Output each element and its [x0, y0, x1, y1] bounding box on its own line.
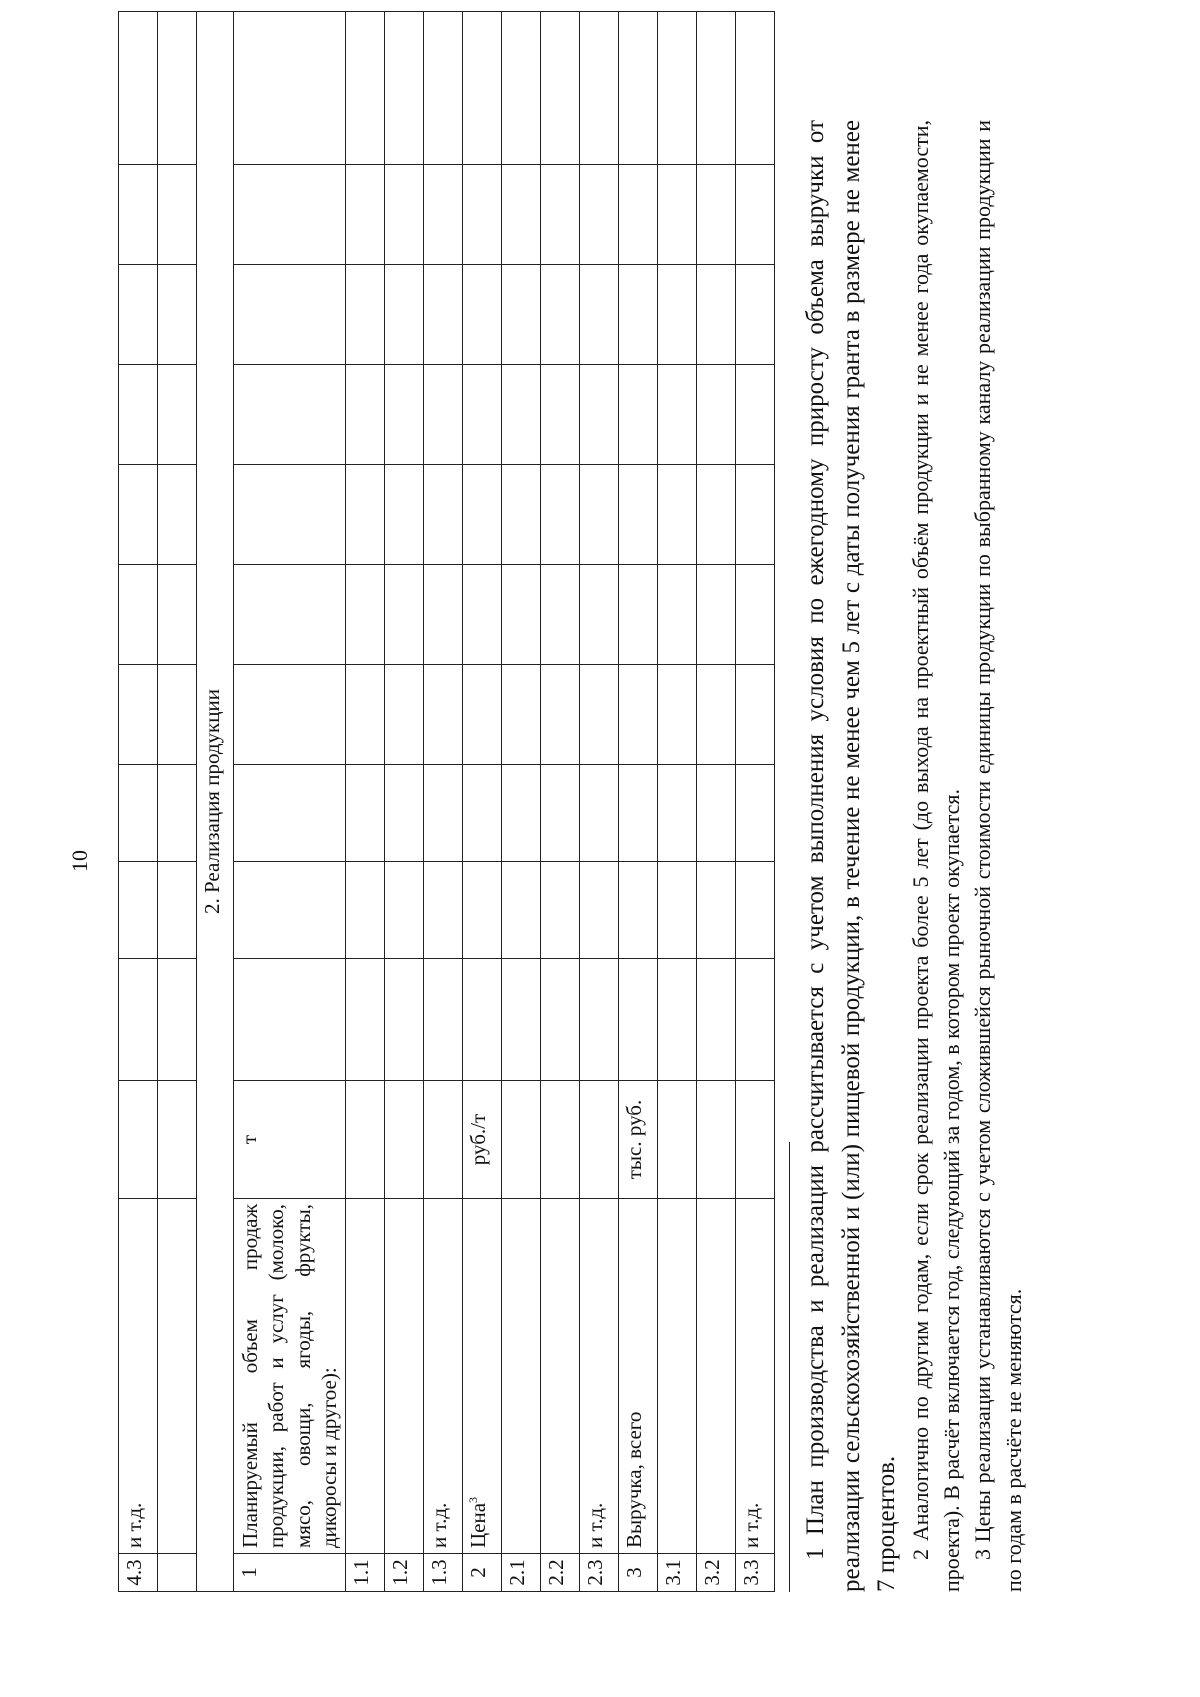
empty-cell	[541, 862, 580, 959]
row-number: 2.3	[580, 1554, 619, 1592]
empty-cell	[697, 165, 736, 265]
empty-cell	[158, 959, 197, 1081]
empty-cell	[541, 465, 580, 565]
empty-cell	[346, 665, 385, 765]
row-name	[736, 1199, 775, 1554]
row-name	[385, 1199, 424, 1554]
empty-cell	[234, 765, 346, 862]
empty-cell	[463, 165, 502, 265]
empty-cell	[736, 265, 775, 365]
empty-cell	[158, 765, 197, 862]
empty-cell	[424, 665, 463, 765]
row-name	[658, 1199, 697, 1554]
landscape-sheet	[118, 112, 1068, 1592]
empty-cell	[619, 365, 658, 465]
production-plan-table	[118, 11, 775, 1592]
empty-cell	[736, 165, 775, 265]
row-name	[580, 1199, 619, 1554]
table-row	[736, 12, 775, 1592]
footnotes	[798, 112, 1029, 1592]
empty-cell	[658, 165, 697, 265]
row-name: и т.д.	[119, 1199, 158, 1554]
row-number: 2	[463, 1554, 502, 1592]
empty-cell	[158, 565, 197, 665]
row-unit	[424, 1081, 463, 1199]
empty-cell	[234, 959, 346, 1081]
row-name	[697, 1199, 736, 1554]
empty-cell	[580, 765, 619, 862]
footnote-3: 3 Цены реализации устанавливаются с учетом сложившейся рыночной стоимости единицы продукции по выбранному каналу реализации продукции и по годам в расчёте не меняются.	[969, 120, 1027, 1592]
row-name	[502, 1199, 541, 1554]
footnote-2: 2 Аналогично по другим годам, если срок реализации проекта более 5 лет (до выхода на проектный объём продукции и не менее года окупаемости, проекта). В расчёт включается год, следующий за годом, в котором проект окупается.	[907, 120, 964, 1592]
empty-cell	[158, 862, 197, 959]
empty-cell	[580, 465, 619, 565]
empty-cell	[158, 465, 197, 565]
empty-cell	[346, 959, 385, 1081]
empty-cell	[658, 665, 697, 765]
empty-cell	[234, 565, 346, 665]
empty-cell	[658, 959, 697, 1081]
empty-cell	[541, 12, 580, 165]
empty-cell	[580, 265, 619, 365]
table-row	[502, 12, 541, 1592]
empty-cell	[697, 665, 736, 765]
empty-cell	[119, 465, 158, 565]
empty-cell	[502, 365, 541, 465]
row-number	[158, 1554, 197, 1592]
empty-cell	[619, 862, 658, 959]
empty-cell	[697, 765, 736, 862]
empty-cell	[346, 165, 385, 265]
empty-cell	[346, 265, 385, 365]
empty-cell	[619, 565, 658, 665]
empty-cell	[580, 165, 619, 265]
row-unit	[541, 1081, 580, 1199]
empty-cell	[541, 165, 580, 265]
table-body	[119, 12, 775, 1592]
row-number: 2.1	[502, 1554, 541, 1592]
table-row	[697, 12, 736, 1592]
empty-cell	[234, 862, 346, 959]
empty-cell	[158, 165, 197, 265]
table-row	[346, 12, 385, 1592]
empty-cell	[234, 265, 346, 365]
empty-cell	[619, 765, 658, 862]
empty-cell	[658, 565, 697, 665]
empty-cell	[580, 565, 619, 665]
empty-cell	[119, 1081, 158, 1199]
empty-cell	[385, 765, 424, 862]
empty-cell	[119, 565, 158, 665]
row-number: 3.2	[697, 1554, 736, 1592]
empty-cell	[619, 165, 658, 265]
row-number: 1.3	[424, 1554, 463, 1592]
empty-cell	[541, 265, 580, 365]
empty-cell	[385, 565, 424, 665]
row-number: 3.3	[736, 1554, 775, 1592]
empty-cell	[580, 959, 619, 1081]
empty-cell	[385, 365, 424, 465]
empty-cell	[697, 565, 736, 665]
row-name	[541, 1199, 580, 1554]
row-name	[158, 1199, 197, 1554]
empty-cell	[385, 265, 424, 365]
empty-cell	[541, 665, 580, 765]
empty-cell	[463, 265, 502, 365]
empty-cell	[580, 12, 619, 165]
table-row	[463, 12, 502, 1592]
empty-cell	[346, 12, 385, 165]
empty-cell	[697, 265, 736, 365]
row-unit	[658, 1081, 697, 1199]
empty-cell	[580, 365, 619, 465]
row-number: 2.2	[541, 1554, 580, 1592]
empty-cell	[736, 565, 775, 665]
empty-cell	[619, 959, 658, 1081]
page-number: 10	[67, 850, 92, 872]
empty-cell	[158, 12, 197, 165]
footnote-ref: 3	[466, 1496, 480, 1503]
row-number: 3	[619, 1554, 658, 1592]
empty-cell	[234, 165, 346, 265]
empty-cell	[119, 365, 158, 465]
empty-cell	[119, 165, 158, 265]
empty-cell	[158, 665, 197, 765]
empty-cell	[502, 265, 541, 365]
table-row	[424, 12, 463, 1592]
row-number: 3.1	[658, 1554, 697, 1592]
empty-cell	[463, 565, 502, 665]
table-row	[619, 12, 658, 1592]
footnote-separator	[789, 1142, 790, 1592]
empty-cell	[234, 665, 346, 765]
empty-cell	[346, 565, 385, 665]
empty-cell	[619, 12, 658, 165]
empty-cell	[424, 862, 463, 959]
table-row	[158, 12, 197, 1592]
empty-cell	[541, 365, 580, 465]
row-name-text: Выручка, всего	[622, 1411, 646, 1548]
empty-cell	[736, 12, 775, 165]
row-name	[234, 1199, 346, 1554]
empty-cell	[502, 465, 541, 565]
row-name-text: и т.д.	[739, 1502, 763, 1548]
empty-cell	[424, 365, 463, 465]
empty-cell	[658, 12, 697, 165]
empty-cell	[119, 765, 158, 862]
empty-cell	[385, 665, 424, 765]
row-name-text: Цена	[466, 1502, 490, 1548]
empty-cell	[119, 665, 158, 765]
empty-cell	[502, 565, 541, 665]
empty-cell	[385, 862, 424, 959]
row-name	[463, 1199, 502, 1554]
row-number: 1.1	[346, 1554, 385, 1592]
empty-cell	[502, 765, 541, 862]
empty-cell	[424, 165, 463, 265]
table-row	[658, 12, 697, 1592]
empty-cell	[658, 465, 697, 565]
row-unit	[385, 1081, 424, 1199]
empty-cell	[541, 765, 580, 862]
empty-cell	[463, 765, 502, 862]
table-row	[385, 12, 424, 1592]
empty-cell	[158, 1081, 197, 1199]
row-name-text: Планируемый объем продаж продукции, работ и услуг (молоко, мясо, овощи, ягоды, фрукты, дикоросы и другое):	[238, 1204, 341, 1548]
empty-cell	[234, 465, 346, 565]
empty-cell	[385, 465, 424, 565]
empty-cell	[424, 12, 463, 165]
empty-cell	[119, 12, 158, 165]
footnote-1: 1 План производства и реализации рассчитывается с учетом выполнения условия по ежегодному приросту объема выручки от реализации сельскохозяйственной и (или) пищевой продукции, в течение не менее чем 5 лет с даты получения гранта в размере не менее 7 процентов.	[802, 120, 900, 1592]
empty-cell	[697, 12, 736, 165]
empty-cell	[463, 12, 502, 165]
empty-cell	[463, 862, 502, 959]
empty-cell	[119, 959, 158, 1081]
empty-cell	[541, 959, 580, 1081]
empty-cell	[619, 265, 658, 365]
empty-cell	[736, 959, 775, 1081]
table-row	[234, 12, 346, 1592]
empty-cell	[736, 465, 775, 565]
row-number: 1.2	[385, 1554, 424, 1592]
empty-cell	[346, 862, 385, 959]
row-name-text: и т.д.	[427, 1502, 451, 1548]
table-row	[119, 12, 158, 1592]
empty-cell	[346, 765, 385, 862]
empty-cell	[424, 565, 463, 665]
row-number: 1	[234, 1554, 346, 1592]
row-unit: т	[234, 1081, 346, 1199]
row-unit: руб./т	[463, 1081, 502, 1199]
table-row	[541, 12, 580, 1592]
section-title: 2. Реализация продукции	[197, 12, 234, 1592]
row-name	[346, 1199, 385, 1554]
empty-cell	[502, 665, 541, 765]
empty-cell	[346, 365, 385, 465]
empty-cell	[424, 765, 463, 862]
empty-cell	[385, 959, 424, 1081]
empty-cell	[697, 365, 736, 465]
row-name	[424, 1199, 463, 1554]
row-name	[619, 1199, 658, 1554]
row-unit	[736, 1081, 775, 1199]
empty-cell	[385, 12, 424, 165]
empty-cell	[736, 665, 775, 765]
empty-cell	[502, 12, 541, 165]
empty-cell	[697, 465, 736, 565]
row-unit	[580, 1081, 619, 1199]
empty-cell	[619, 665, 658, 765]
empty-cell	[463, 665, 502, 765]
empty-cell	[502, 959, 541, 1081]
row-number: 4.3	[119, 1554, 158, 1592]
empty-cell	[119, 862, 158, 959]
section-row	[197, 12, 234, 1592]
empty-cell	[736, 765, 775, 862]
row-unit	[346, 1081, 385, 1199]
empty-cell	[119, 265, 158, 365]
empty-cell	[580, 665, 619, 765]
empty-cell	[346, 465, 385, 565]
empty-cell	[158, 265, 197, 365]
empty-cell	[619, 465, 658, 565]
empty-cell	[424, 265, 463, 365]
empty-cell	[424, 959, 463, 1081]
empty-cell	[658, 265, 697, 365]
empty-cell	[580, 862, 619, 959]
empty-cell	[463, 365, 502, 465]
empty-cell	[463, 465, 502, 565]
empty-cell	[658, 365, 697, 465]
empty-cell	[736, 365, 775, 465]
empty-cell	[658, 765, 697, 862]
empty-cell	[463, 959, 502, 1081]
row-unit	[697, 1081, 736, 1199]
empty-cell	[736, 862, 775, 959]
row-unit: тыс. руб.	[619, 1081, 658, 1199]
row-unit	[502, 1081, 541, 1199]
empty-cell	[697, 959, 736, 1081]
empty-cell	[658, 862, 697, 959]
empty-cell	[158, 365, 197, 465]
empty-cell	[697, 862, 736, 959]
empty-cell	[502, 862, 541, 959]
empty-cell	[234, 365, 346, 465]
empty-cell	[502, 165, 541, 265]
empty-cell	[424, 465, 463, 565]
row-name-text: и т.д.	[583, 1502, 607, 1548]
empty-cell	[385, 165, 424, 265]
empty-cell	[541, 565, 580, 665]
empty-cell	[234, 12, 346, 165]
table-row	[580, 12, 619, 1592]
